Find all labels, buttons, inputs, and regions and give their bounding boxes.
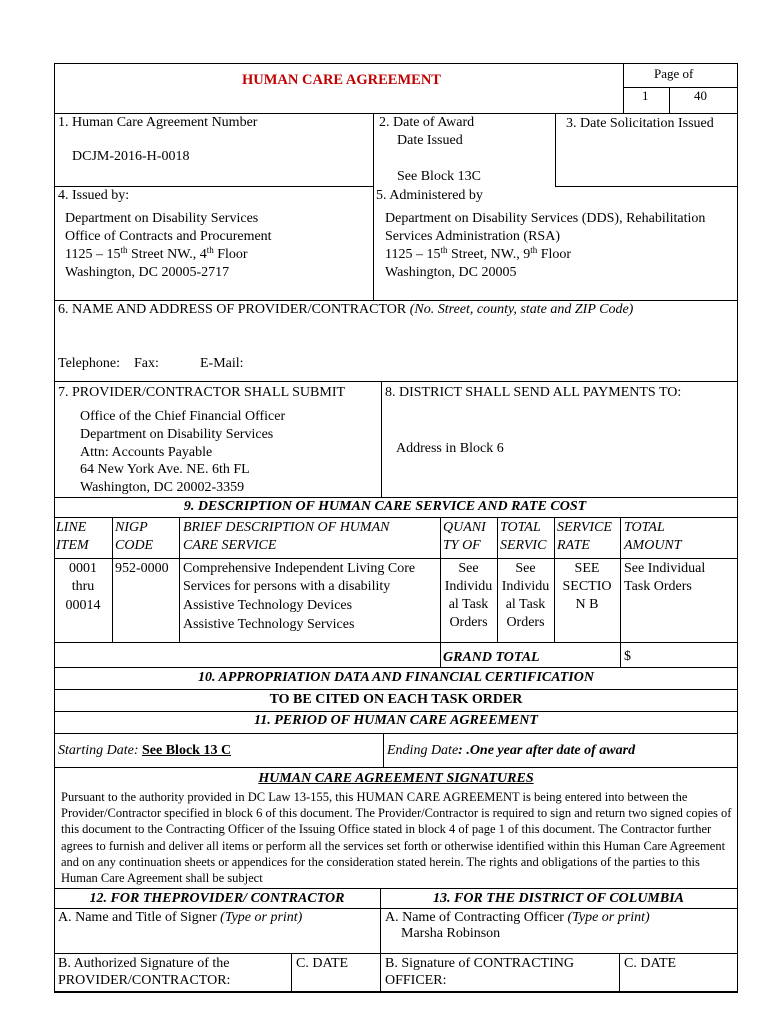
- administrator-line3: 1125 – 15th Street, NW., 9th Floor: [385, 245, 572, 262]
- row-desc-4: Assistive Technology Services: [183, 617, 355, 632]
- officer-signature-label-1: B. Signature of CONTRACTING: [385, 956, 574, 971]
- block5-label: 5. Administered by: [376, 188, 483, 203]
- row-rate-1: SEE: [574, 561, 600, 576]
- signer-name-label: A. Name and Title of Signer (Type or print): [58, 910, 303, 925]
- col-nigp-2: CODE: [115, 538, 154, 553]
- row-line-item-1: 0001: [69, 561, 97, 576]
- block11-title: 11. PERIOD OF HUMAN CARE AGREEMENT: [254, 713, 538, 728]
- block1-label: 1. Human Care Agreement Number: [58, 115, 258, 130]
- telephone-label: Telephone:: [58, 356, 120, 371]
- issuer-line3: 1125 – 15th Street NW., 4th Floor: [65, 245, 248, 262]
- block8-label: 8. DISTRICT SHALL SEND ALL PAYMENTS TO:: [385, 385, 682, 400]
- submit-line5: Washington, DC 20002-3359: [80, 480, 245, 495]
- form-title: HUMAN CARE AGREEMENT: [242, 72, 441, 88]
- row-rate-2: SECTIO: [562, 579, 612, 594]
- block9-title: 9. DESCRIPTION OF HUMAN CARE SERVICE AND RATE COST: [183, 499, 587, 514]
- fax-label: Fax:: [134, 356, 159, 371]
- col-line-item-1: LINE: [56, 520, 87, 535]
- date-of-award-value: See Block 13C: [397, 169, 481, 184]
- block12-title: 12. FOR THEPROVIDER/ CONTRACTOR: [89, 891, 345, 906]
- col-desc-1: BRIEF DESCRIPTION OF HUMAN: [183, 520, 390, 535]
- block10-subtitle: TO BE CITED ON EACH TASK ORDER: [269, 692, 523, 707]
- col-line-item-2: ITEM: [56, 538, 89, 553]
- block3-label: 3. Date Solicitation Issued: [566, 116, 714, 131]
- submit-line4: 64 New York Ave. NE. 6th FL: [80, 462, 250, 477]
- page-current: 1: [642, 88, 649, 103]
- administrator-line4: Washington, DC 20005: [385, 265, 517, 280]
- col-desc-2: CARE SERVICE: [183, 538, 277, 553]
- row-line-item-2: thru: [71, 579, 95, 594]
- col-total-service-2: SERVIC: [500, 538, 547, 553]
- row-total-service-2: Individu: [501, 579, 550, 594]
- block6-label: 6. NAME AND ADDRESS OF PROVIDER/CONTRACTOR (No. Street, county, state and ZIP Code): [58, 302, 634, 317]
- administrator-line1: Department on Disability Services (DDS), Rehabilitation: [385, 211, 706, 226]
- block4-label: 4. Issued by:: [58, 188, 130, 203]
- col-qty-1: QUANI: [443, 520, 486, 535]
- col-rate-2: RATE: [557, 538, 590, 553]
- issuer-line2: Office of Contracts and Procurement: [65, 229, 272, 244]
- starting-date: Starting Date: See Block 13 C: [58, 743, 232, 758]
- col-total-service-1: TOTAL: [500, 520, 541, 535]
- row-total-service-4: Orders: [506, 615, 545, 630]
- row-total-service-3: al Task: [505, 597, 546, 612]
- contracting-officer-label: A. Name of Contracting Officer (Type or print): [385, 910, 650, 925]
- grand-total-value: $: [624, 649, 631, 664]
- row-qty-4: Orders: [449, 615, 488, 630]
- row-desc-3: Assistive Technology Devices: [183, 598, 353, 613]
- agreement-number: DCJM-2016-H-0018: [72, 149, 190, 164]
- col-rate-1: SERVICE: [557, 520, 612, 535]
- issuer-line1: Department on Disability Services: [65, 211, 259, 226]
- row-rate-3: N B: [575, 597, 599, 612]
- row-nigp: 952-0000: [115, 561, 169, 576]
- officer-signature-label-2: OFFICER:: [385, 973, 447, 988]
- district-date-label: C. DATE: [624, 956, 677, 971]
- provider-signature-label-2: PROVIDER/CONTRACTOR:: [58, 973, 231, 988]
- block10-title: 10. APPROPRIATION DATA AND FINANCIAL CERTIFICATION: [198, 670, 594, 685]
- row-total-service-1: See: [515, 561, 536, 576]
- block7-label: 7. PROVIDER/CONTRACTOR SHALL SUBMIT: [58, 385, 346, 400]
- signatures-paragraph: Pursuant to the authority provided in DC Law 13-155, this HUMAN CARE AGREEMENT is being entered into between the Provider/Contractor specified in block 6 of this document. The Provider/Contractor is required to sign and return two signed copies of this document to the Contracting Officer of the Issuing Office stated in block 4 of page 1 of this document. The Contractor further agrees to furnish and deliver all items or perform all the services set forth or otherwise identified within this Human Care Agreement and on any continuation sheets or appendices for the consideration stated herein. The rights and obligations of the parties to this Human Care Agreement shall be subject: [61, 790, 732, 886]
- issuer-line4: Washington, DC 20005-2717: [65, 265, 230, 280]
- contracting-officer-name: Marsha Robinson: [401, 926, 501, 941]
- payments-address: Address in Block 6: [396, 441, 504, 456]
- ending-date: Ending Date: .One year after date of award: [387, 743, 636, 758]
- provider-date-label: C. DATE: [296, 956, 349, 971]
- row-desc-1: Comprehensive Independent Living Core: [183, 561, 416, 576]
- page-label: Page of: [654, 66, 694, 81]
- col-qty-2: TY OF: [443, 538, 481, 553]
- row-qty-2: Individu: [444, 579, 493, 594]
- row-line-item-3: 00014: [65, 598, 101, 613]
- submit-line3: Attn: Accounts Payable: [80, 445, 213, 460]
- signatures-title: HUMAN CARE AGREEMENT SIGNATURES: [258, 771, 534, 786]
- block2-label-date-issued: Date Issued: [397, 133, 463, 148]
- block13-title: 13. FOR THE DISTRICT OF COLUMBIA: [432, 891, 684, 906]
- col-nigp-1: NIGP: [115, 520, 148, 535]
- row-qty-1: See: [458, 561, 479, 576]
- administrator-line2: Services Administration (RSA): [385, 229, 560, 244]
- submit-line2: Department on Disability Services: [80, 427, 274, 442]
- grand-total-label: GRAND TOTAL: [443, 650, 540, 665]
- col-amount-1: TOTAL: [624, 520, 665, 535]
- row-amount-1: See Individual: [624, 561, 706, 576]
- submit-line1: Office of the Chief Financial Officer: [80, 409, 286, 424]
- block2-label: 2. Date of Award: [379, 115, 475, 130]
- row-desc-2: Services for persons with a disability: [183, 579, 391, 594]
- col-amount-2: AMOUNT: [624, 538, 682, 553]
- row-qty-3: al Task: [448, 597, 489, 612]
- page-total: 40: [694, 88, 707, 103]
- row-amount-2: Task Orders: [624, 579, 692, 594]
- provider-signature-label-1: B. Authorized Signature of the: [58, 956, 230, 971]
- email-label: E-Mail:: [200, 356, 244, 371]
